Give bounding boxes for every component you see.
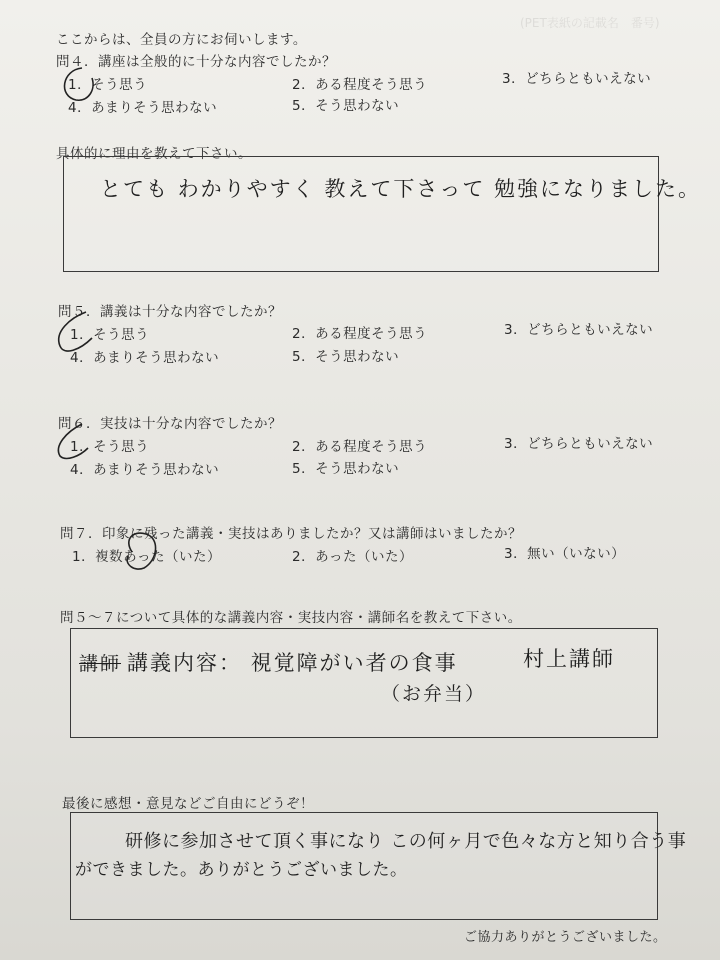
q4-option-1[interactable]: 1．そう思う	[68, 77, 148, 93]
q57-box[interactable]	[70, 628, 658, 738]
final-answer-line1: 研修に参加させて頂く事になり この何ヶ月で色々な方と知り合う事	[125, 831, 687, 852]
q57-answer-line1: 講義内容： 視覚障がい者の食事	[127, 651, 458, 675]
q5-option-2[interactable]: 2．ある程度そう思う	[292, 326, 428, 342]
q6-title: 問６．実技は十分な内容でしたか？	[58, 416, 282, 432]
q4-reason-box[interactable]	[63, 156, 702, 272]
q6-option-3[interactable]: 3．どちらともいえない	[504, 436, 654, 452]
faint-header-right: (PET表紙の記載名 番号)	[520, 16, 660, 30]
q57-answer-line2: （お弁当）	[381, 683, 487, 705]
q7-option-1[interactable]: 1．複数あった（いた）	[72, 549, 221, 565]
q5-option-1[interactable]: 1．そう思う	[70, 327, 150, 343]
q6-option-1[interactable]: 1．そう思う	[70, 439, 150, 455]
q4-option-4[interactable]: 4．あまりそう思わない	[68, 100, 218, 116]
q7-option-3[interactable]: 3．無い（いない）	[504, 546, 626, 562]
q57-struck-word: 講師	[79, 653, 122, 675]
q5-option-5[interactable]: 5．そう思わない	[292, 349, 400, 365]
q4-reason-label: 具体的に理由を教えて下さい。	[56, 146, 252, 162]
final-box[interactable]	[70, 812, 687, 920]
q7-title: 問７．印象に残った講義・実技はありましたか？又は講師はいましたか？	[60, 526, 522, 542]
q4-option-3[interactable]: 3．どちらともいえない	[502, 71, 652, 87]
q6-option-5[interactable]: 5．そう思わない	[292, 461, 400, 477]
q4-title: 問４．講座は全般的に十分な内容でしたか？	[56, 54, 336, 70]
q5-title: 問５．講義は十分な内容でしたか？	[58, 304, 282, 320]
q6-option-2[interactable]: 2．ある程度そう思う	[292, 439, 428, 455]
q57-answer-instructor: 村上講師	[523, 647, 615, 671]
q4-option-5[interactable]: 5．そう思わない	[292, 98, 400, 114]
final-label: 最後に感想・意見などご自由にどうぞ！	[62, 796, 314, 812]
q4-option-2[interactable]: 2．ある程度そう思う	[292, 77, 428, 93]
footer-thanks: ご協力ありがとうございました。	[464, 930, 667, 945]
q6-option-4[interactable]: 4．あまりそう思わない	[70, 462, 220, 478]
intro-text: ここからは、全員の方にお伺いします。	[56, 32, 307, 48]
q57-label: 問５～７について具体的な講義内容・実技内容・講師名を教えて下さい。	[60, 610, 522, 626]
q4-reason-answer: とても わかりやすく 教えて下さって 勉強になりました。	[100, 177, 702, 201]
q5-option-3[interactable]: 3．どちらともいえない	[504, 322, 654, 338]
q5-option-4[interactable]: 4．あまりそう思わない	[70, 350, 220, 366]
q7-option-2[interactable]: 2．あった（いた）	[292, 549, 413, 565]
final-answer-line2: ができました。ありがとうございました。	[75, 860, 408, 880]
